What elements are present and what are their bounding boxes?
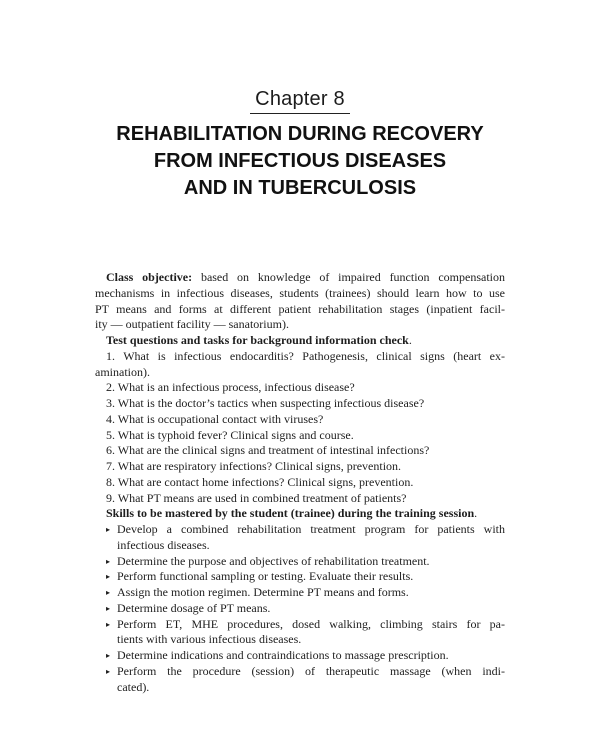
- bullet-icon: ▸: [106, 572, 111, 582]
- skill-item: [95, 585, 505, 601]
- question-item: 4. What is occupational contact with viruses?: [106, 411, 324, 426]
- skill-item: [95, 569, 505, 585]
- question-item: 7. What are respiratory infections? Clinical signs, prevention.: [106, 459, 402, 473]
- question-item: 1. What is infectious endocarditis? Pathogenesis, clinical signs (heart ex-: [106, 348, 505, 363]
- chapter-label: Chapter 8: [255, 88, 345, 110]
- chapter-title-line: FROM INFECTIOUS DISEASES: [153, 150, 447, 172]
- skill-text: Develop a combined rehabilitation treatment program for patients with: [117, 522, 505, 536]
- skill-item: [95, 664, 505, 680]
- body-text: [95, 270, 505, 695]
- bullet-icon: ▸: [106, 651, 111, 660]
- objective-label: Class objective:: [106, 270, 193, 284]
- heading-period: .: [408, 333, 412, 347]
- question-item: 8. What are contact home infections? Clinical signs, prevention.: [106, 474, 414, 489]
- skill-item: [95, 522, 505, 538]
- skill-item-continuation: cated).: [117, 679, 150, 694]
- objective-line: ity — outpatient facility — sanatorium).: [95, 317, 289, 332]
- skill-item: [95, 601, 505, 617]
- skills-heading: [95, 506, 505, 522]
- objective-line: mechanisms in infectious diseases, students (trainees) should learn how to use: [95, 285, 505, 300]
- skill-text: Perform the procedure (session) of therapeutic massage (when indi-: [117, 663, 505, 678]
- question-item: 3. What is the doctor’s tactics when suspecting infectious disease?: [106, 396, 425, 410]
- skill-text: Determine the purpose and objectives of rehabilitation treatment.: [117, 553, 430, 568]
- skill-item: [95, 648, 505, 664]
- heading-text: Skills to be mastered by the student (trainee) during the training session: [106, 506, 475, 521]
- objective-line: PT means and forms at different patient rehabilitation stages (inpatient facil-: [95, 301, 505, 316]
- chapter-underline: [250, 113, 350, 114]
- question-item: 2. What is an infectious process, infectious disease?: [106, 380, 355, 395]
- skill-item-continuation: infectious diseases.: [117, 537, 210, 552]
- question-item: 9. What PT means are used in combined treatment of patients?: [106, 490, 407, 505]
- question-item: 5. What is typhoid fever? Clinical signs and course.: [106, 427, 354, 442]
- skill-item-continuation: tients with various infectious diseases.: [117, 632, 302, 647]
- skill-item: [95, 554, 505, 570]
- bullet-icon: ▸: [106, 588, 111, 597]
- bullet-icon: ▸: [106, 666, 111, 676]
- heading-period: .: [474, 506, 478, 521]
- objective-text: based on knowledge of impaired function compensation: [200, 270, 506, 284]
- chapter-title: [60, 121, 540, 202]
- bullet-icon: ▸: [106, 556, 111, 566]
- skill-text: Determine indications and contraindications to massage prescription.: [117, 648, 449, 662]
- bullet-icon: ▸: [106, 603, 111, 613]
- skill-text: Assign the motion regimen. Determine PT means and forms.: [117, 585, 409, 599]
- skill-item: [95, 617, 505, 633]
- objective-line: [95, 270, 505, 286]
- chapter-title-line: AND IN TUBERCULOSIS: [183, 177, 417, 199]
- bullet-icon: ▸: [106, 619, 111, 629]
- bullet-icon: ▸: [106, 525, 111, 534]
- question-item: 6. What are the clinical signs and treatment of intestinal infections?: [106, 443, 430, 458]
- skill-text: Determine dosage of PT means.: [117, 600, 271, 615]
- question-item-continuation: amination).: [95, 364, 150, 379]
- heading-text: Test questions and tasks for background information check: [106, 333, 409, 347]
- test-questions-heading: [95, 333, 505, 349]
- skill-text: Perform functional sampling or testing. Evaluate their results.: [117, 569, 414, 584]
- skill-text: Perform ET, MHE procedures, dosed walking, climbing stairs for pa-: [117, 616, 505, 631]
- chapter-title-line: REHABILITATION DURING RECOVERY: [116, 123, 484, 145]
